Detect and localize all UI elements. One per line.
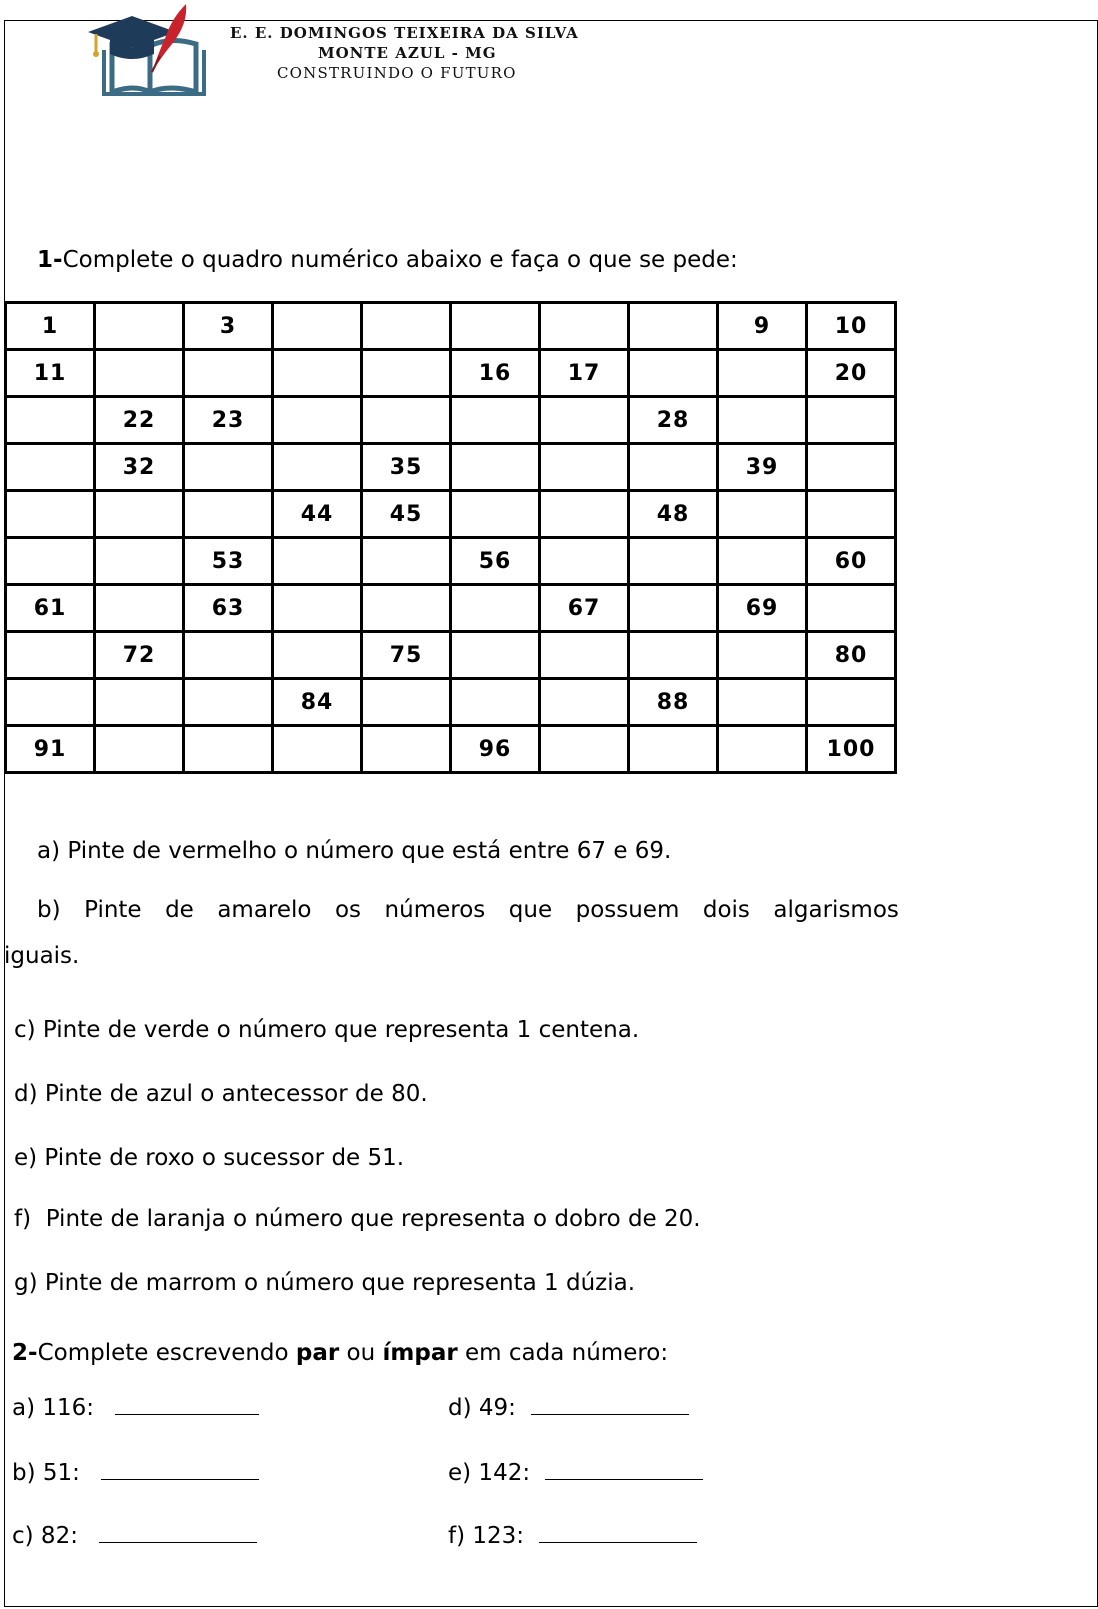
grid-cell[interactable] (718, 491, 807, 538)
grid-row (6, 491, 896, 538)
item-d: d) Pinte de azul o antecessor de 80. (14, 1081, 428, 1107)
item-b-word: b) (37, 897, 61, 923)
grid-cell[interactable]: 32 (95, 444, 184, 491)
grid-cell[interactable] (540, 632, 629, 679)
grid-cell[interactable] (718, 350, 807, 397)
grid-cell[interactable] (718, 538, 807, 585)
answer-blank[interactable] (545, 1457, 703, 1480)
item-b-word: de (165, 897, 194, 923)
answer-blank[interactable] (531, 1392, 689, 1415)
grid-cell[interactable] (451, 303, 540, 350)
item-e: e) Pinte de roxo o sucessor de 51. (14, 1145, 405, 1171)
grid-row (6, 538, 896, 585)
grid-cell[interactable] (95, 679, 184, 726)
grid-cell[interactable] (451, 679, 540, 726)
grid-cell[interactable]: 100 (807, 726, 896, 773)
grid-cell[interactable] (718, 632, 807, 679)
grid-cell[interactable] (273, 632, 362, 679)
answer-label: d) 49: (448, 1395, 516, 1421)
grid-cell[interactable] (807, 491, 896, 538)
answer-label: b) 51: (12, 1460, 80, 1486)
answer-b (12, 1457, 259, 1486)
grid-cell[interactable]: 96 (451, 726, 540, 773)
grid-cell[interactable] (95, 303, 184, 350)
grid-cell[interactable] (6, 679, 95, 726)
grid-cell[interactable] (184, 444, 273, 491)
grid-row (6, 679, 896, 726)
school-motto: CONSTRUINDO O FUTURO (277, 64, 517, 82)
grid-cell[interactable] (362, 303, 451, 350)
grid-cell[interactable] (6, 397, 95, 444)
item-b-word: dois (702, 897, 750, 923)
grid-cell[interactable] (540, 303, 629, 350)
answer-e (448, 1457, 703, 1486)
question-2-text-after: em cada número: (457, 1340, 669, 1366)
grid-cell[interactable] (451, 397, 540, 444)
grid-cell[interactable]: 11 (6, 350, 95, 397)
question-2-text-before: Complete escrevendo (37, 1340, 296, 1366)
grid-cell[interactable] (6, 632, 95, 679)
grid-cell[interactable] (540, 397, 629, 444)
grid-cell[interactable]: 44 (273, 491, 362, 538)
grid-row (6, 585, 896, 632)
grid-cell[interactable] (6, 444, 95, 491)
grid-cell[interactable]: 48 (629, 491, 718, 538)
grid-cell[interactable]: 3 (184, 303, 273, 350)
item-a: a) Pinte de vermelho o número que está entre 67 e 69. (37, 838, 672, 864)
question-2-word-impar: ímpar (382, 1340, 458, 1366)
grid-cell[interactable] (95, 350, 184, 397)
grid-cell[interactable]: 22 (95, 397, 184, 444)
grid-cell[interactable] (629, 303, 718, 350)
grid-cell[interactable]: 9 (718, 303, 807, 350)
grid-cell[interactable] (95, 726, 184, 773)
grid-cell[interactable] (362, 350, 451, 397)
grid-cell[interactable]: 80 (807, 632, 896, 679)
grid-cell[interactable] (718, 679, 807, 726)
grid-cell[interactable]: 84 (273, 679, 362, 726)
answer-label: f) 123: (448, 1523, 525, 1549)
item-b-word: amarelo (217, 897, 312, 923)
grid-cell[interactable] (451, 632, 540, 679)
grid-cell[interactable] (273, 397, 362, 444)
answer-blank[interactable] (101, 1457, 259, 1480)
answer-f (448, 1520, 697, 1549)
item-f: f) Pinte de laranja o número que representa o dobro de 20. (14, 1206, 701, 1232)
grid-row (6, 726, 896, 773)
grid-cell[interactable] (807, 679, 896, 726)
number-grid (4, 301, 897, 774)
grid-cell[interactable]: 56 (451, 538, 540, 585)
question-2-title (12, 1340, 668, 1366)
grid-row (6, 350, 896, 397)
grid-cell[interactable] (362, 397, 451, 444)
grid-cell[interactable] (184, 632, 273, 679)
grid-cell[interactable]: 20 (807, 350, 896, 397)
grid-row (6, 444, 896, 491)
answer-blank[interactable] (115, 1392, 259, 1415)
grid-cell[interactable] (273, 726, 362, 773)
answer-label: e) 142: (448, 1460, 531, 1486)
item-b-word: algarismos (773, 897, 899, 923)
question-2-word-par: par (295, 1340, 340, 1366)
grid-cell[interactable] (184, 350, 273, 397)
grid-cell[interactable]: 1 (6, 303, 95, 350)
item-b-word: os (334, 897, 362, 923)
grid-cell[interactable]: 16 (451, 350, 540, 397)
item-b-word: Pinte (84, 897, 142, 923)
grid-cell[interactable] (6, 538, 95, 585)
grid-cell[interactable] (362, 538, 451, 585)
grid-cell[interactable] (184, 491, 273, 538)
grid-cell[interactable] (629, 444, 718, 491)
grid-cell[interactable] (184, 726, 273, 773)
item-g: g) Pinte de marrom o número que representa 1 dúzia. (14, 1270, 636, 1296)
question-1-text: Complete o quadro numérico abaixo e faça o que se pede: (62, 247, 738, 273)
grid-cell[interactable] (273, 303, 362, 350)
grid-cell[interactable] (718, 397, 807, 444)
answer-label: c) 82: (12, 1523, 78, 1549)
answer-d (448, 1392, 689, 1421)
question-2-number: 2- (12, 1340, 38, 1366)
grid-cell[interactable]: 63 (184, 585, 273, 632)
grid-cell[interactable] (540, 726, 629, 773)
answer-blank[interactable] (539, 1520, 697, 1543)
grid-cell[interactable]: 61 (6, 585, 95, 632)
grid-cell[interactable]: 28 (629, 397, 718, 444)
item-b-line (37, 897, 899, 923)
grid-cell[interactable] (629, 585, 718, 632)
grid-cell[interactable] (273, 585, 362, 632)
grid-cell[interactable] (273, 444, 362, 491)
answer-c (12, 1520, 257, 1549)
grid-cell[interactable] (540, 444, 629, 491)
grid-cell[interactable] (95, 491, 184, 538)
school-city: MONTE AZUL - MG (318, 44, 497, 62)
grid-cell[interactable]: 67 (540, 585, 629, 632)
answer-label: a) 116: (12, 1395, 95, 1421)
grid-cell[interactable]: 45 (362, 491, 451, 538)
grid-cell[interactable] (362, 679, 451, 726)
answer-blank[interactable] (99, 1520, 257, 1543)
question-2-text-middle: ou (339, 1340, 383, 1366)
item-b-word: números (384, 897, 486, 923)
grid-cell[interactable] (95, 585, 184, 632)
item-b-word: possuem (575, 897, 680, 923)
answer-a (12, 1392, 259, 1421)
grid-cell[interactable]: 72 (95, 632, 184, 679)
grid-cell[interactable]: 75 (362, 632, 451, 679)
grid-cell[interactable] (807, 585, 896, 632)
grid-cell[interactable] (362, 585, 451, 632)
grid-cell[interactable] (629, 350, 718, 397)
grid-cell[interactable] (6, 491, 95, 538)
grid-cell[interactable] (451, 491, 540, 538)
grid-cell[interactable] (629, 538, 718, 585)
grid-cell[interactable]: 10 (807, 303, 896, 350)
grid-cell[interactable] (273, 350, 362, 397)
question-1-title (37, 247, 738, 273)
grid-cell[interactable] (629, 726, 718, 773)
grid-cell[interactable] (718, 726, 807, 773)
grid-cell[interactable]: 88 (629, 679, 718, 726)
grid-cell[interactable] (807, 444, 896, 491)
grid-cell[interactable]: 53 (184, 538, 273, 585)
grid-cell[interactable] (184, 679, 273, 726)
grid-cell[interactable] (540, 491, 629, 538)
item-b-word: que (508, 897, 553, 923)
grid-cell[interactable] (807, 397, 896, 444)
item-c: c) Pinte de verde o número que representa 1 centena. (14, 1017, 640, 1043)
grid-row (6, 397, 896, 444)
graduation-book-quill-logo (86, 2, 220, 96)
grid-cell[interactable] (629, 632, 718, 679)
grid-cell[interactable] (362, 726, 451, 773)
grid-cell[interactable]: 23 (184, 397, 273, 444)
grid-cell[interactable] (451, 444, 540, 491)
grid-cell[interactable]: 69 (718, 585, 807, 632)
grid-cell[interactable]: 60 (807, 538, 896, 585)
grid-cell[interactable] (95, 538, 184, 585)
grid-cell[interactable]: 91 (6, 726, 95, 773)
grid-cell[interactable] (540, 679, 629, 726)
question-1-number: 1- (37, 247, 63, 273)
school-name: E. E. DOMINGOS TEIXEIRA DA SILVA (230, 24, 579, 42)
item-b-end: iguais. (4, 943, 80, 969)
grid-row (6, 632, 896, 679)
grid-cell[interactable]: 39 (718, 444, 807, 491)
grid-row (6, 303, 896, 350)
grid-cell[interactable] (451, 585, 540, 632)
grid-cell[interactable]: 17 (540, 350, 629, 397)
grid-cell[interactable] (273, 538, 362, 585)
grid-cell[interactable]: 35 (362, 444, 451, 491)
grid-cell[interactable] (540, 538, 629, 585)
